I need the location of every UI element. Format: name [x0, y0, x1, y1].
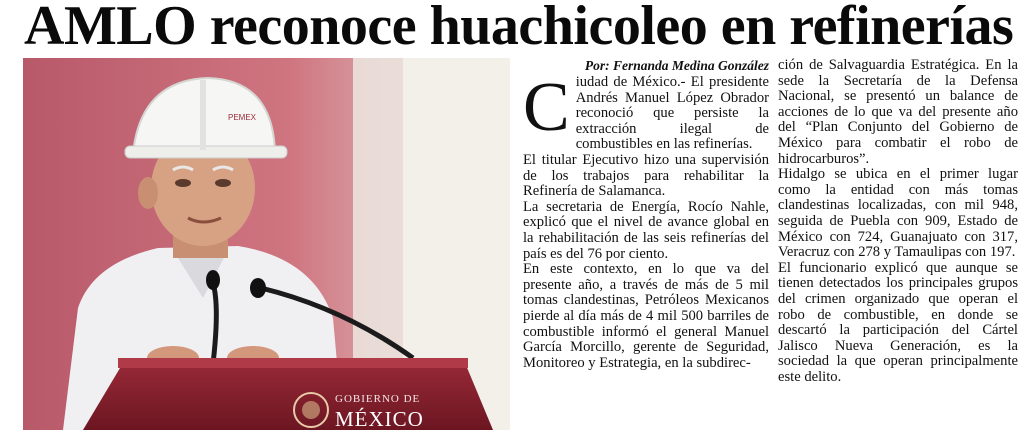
article-paragraph-1 [523, 69, 769, 153]
article-column-1 [523, 58, 769, 438]
byline: Por: Fernanda Medina González [584, 58, 769, 73]
article-paragraph-2: El titular Ejecutivo hizo una supervisión de los trabajos para rehabilitar la Refinería de Salamanca. [523, 151, 769, 200]
article-paragraph-6: Hidalgo se ubica en el primer lugar como la entidad con más tomas clandestinas localizadas, con mil 948, seguida de Puebla con 909, Estado de México con 724, Guanajuato con 317, Veracruz con 278 y Tamaulipas con 197. [778, 166, 1018, 261]
article-photo [23, 58, 510, 430]
article-paragraph-5: ción de Salvaguardia Estratégica. En la sede la Secretaría de la Defensa Nacional, se presentó un balance de acciones de lo que va del presente año del “Plan Conjunto del Gobierno de México para combatir el robo de hidrocarburos”. [778, 58, 1018, 167]
helmet-logo-text: PEMEX [228, 113, 257, 122]
drop-cap: C [523, 69, 570, 146]
article-paragraph-7: El funcionario explicó que aunque se tienen detectados los principales grupos del crimen organizado que operan el robo de combustible, en donde se descartó la participación del Cártel Jalisco Nueva Generación, es la sociedad la que operan principalmente este delito. [778, 259, 1018, 385]
article-column-2 [778, 58, 1018, 438]
podium-text-line1: GOBIERNO DE [335, 393, 421, 405]
paragraph-text: iudad de México.- El presidente Andrés Manuel López Obrador reconoció que persiste la extracción ilegal de combustibles en las refinerías. [575, 74, 769, 153]
article-paragraph-3: La secretaria de Energía, Rocío Nahle, explicó que el nivel de avance global en la rehabilitación de las seis refinerías del país es del 76 por ciento. [523, 198, 769, 262]
article-paragraph-4: En este contexto, en lo que va del presente año, a través de más de 5 mil tomas clandestinas, Petróleos Mexicanos pierde al día más de 4 mil 500 barriles de combustible informó el general Manuel García Morcillo, gerente de Seguridad, Monitoreo y Estrategia, en la subdirec- [523, 261, 769, 371]
photo-illustration [23, 58, 510, 430]
headline: AMLO reconoce huachicoleo en refinerías [24, 0, 1014, 57]
podium-text-line2: MÉXICO [335, 407, 424, 430]
